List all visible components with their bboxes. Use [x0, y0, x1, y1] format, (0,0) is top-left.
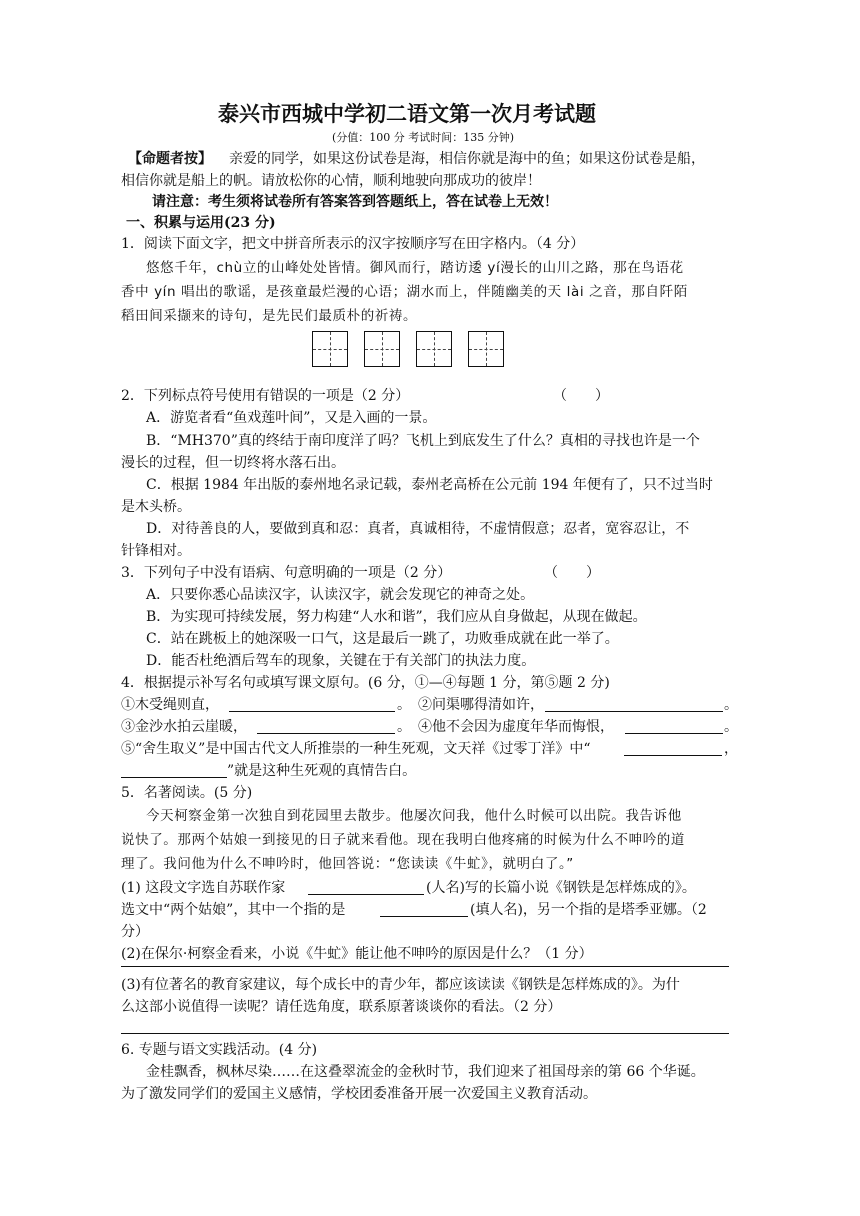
q3-option-d: D．能否杜绝酒后驾车的现象，关键在于有关部门的执法力度。	[146, 653, 536, 669]
q2-option-b-2: 漫长的过程，但一切终将水落石出。	[121, 455, 345, 471]
q2-stem: 2．下列标点符号使用有错误的一项是（2 分）	[121, 388, 410, 404]
exam-subtitle: (分值：100 分 考试时间：135 分钟)	[332, 131, 515, 144]
q5-sub1-c: 选文中“两个姑娘”，其中一个指的是	[121, 902, 346, 918]
blank-line[interactable]	[257, 733, 395, 734]
q4-item-5a: ⑤“舍生取义”是中国古代文人所推崇的一种生死观，文天祥《过零丁洋》中“	[121, 741, 591, 757]
q5-stem: 5．名著阅读。(5 分)	[121, 785, 253, 801]
blank-line[interactable]	[624, 755, 722, 756]
q6-passage-1: 金桂飘香，枫林尽染……在这叠翠流金的金秋时节，我们迎来了祖国母亲的第 66 个华诞。	[146, 1064, 705, 1080]
q3-stem: 3．下列句子中没有语病、句意明确的一项是（2 分）	[121, 565, 452, 581]
q2-option-a: A．游览者看“鱼戏莲叶间”，又是入画的一景。	[146, 410, 437, 426]
q4-period: 。	[397, 697, 411, 713]
intro-tag: 【命题者按】	[128, 151, 212, 167]
q5-sub2: (2)在保尔·柯察金看来，小说《牛虻》能让他不呻吟的原因是什么？（1 分）	[121, 946, 593, 962]
q3-option-a: A．只要你悉心品读汉字，认读汉字，就会发现它的神奇之处。	[146, 587, 535, 603]
tianzige-box[interactable]	[416, 331, 452, 367]
blank-line[interactable]	[380, 916, 468, 917]
q2-option-b-1: B．“MH370”真的终结于南印度洋了吗？飞机上到底发生了什么？真相的寻找也许是一个	[146, 433, 700, 449]
q5-passage-3: 理了。我问他为什么不呻吟时，他回答说：“您读读《牛虻》，就明白了。”	[121, 856, 574, 872]
q6-passage-2: 为了激发同学们的爱国主义感情，学校团委准备开展一次爱国主义教育活动。	[121, 1086, 597, 1102]
q1-passage-3: 稻田间采撷来的诗句，是先民们最质朴的祈祷。	[121, 308, 418, 324]
q5-passage-2: 说快了。那两个姑娘一到接见的日子就来看他。现在我明白他疼痛的时候为什么不呻吟的道	[121, 832, 685, 848]
q1-stem: 1．阅读下面文字，把文中拼音所表示的汉字按顺序写在田字格内。（4 分）	[121, 236, 585, 252]
q5-sub1-b: (人名)写的长篇小说《钢铁是怎样炼成的》。	[426, 880, 696, 896]
q4-period: 。	[724, 719, 738, 735]
q1-passage-1: 悠悠千年，chù立的山峰处处皆情。御风而行，踏访逶 yí漫长的山川之路，那在鸟语花	[146, 260, 684, 276]
q4-period: 。	[724, 697, 738, 713]
answer-bracket: （ ）	[544, 565, 600, 581]
q2-option-c-2: 是木头桥。	[121, 499, 191, 515]
q4-item-1: ①木受绳则直，	[121, 697, 219, 713]
q3-option-b: B．为实现可持续发展，努力构建“人水和谐”，我们应从自身做起，从现在做起。	[146, 609, 647, 625]
q4-item-2: ②问渠哪得清如许，	[418, 697, 544, 713]
q4-comma: ，	[724, 741, 738, 757]
q2-option-d-1: D．对待善良的人，要做到真和忍：真者，真诚相待，不虚情假意；忍者，宽容忍让，不	[146, 521, 690, 537]
tianzige-box[interactable]	[468, 331, 504, 367]
blank-line[interactable]	[121, 777, 227, 778]
q4-period: 。	[397, 719, 411, 735]
q4-item-3: ③金沙水拍云崖暖，	[121, 719, 247, 735]
tianzige-box[interactable]	[312, 331, 348, 367]
blank-line[interactable]	[625, 733, 723, 734]
q4-item-5b: ”就是这种生死观的真情告白。	[227, 763, 417, 779]
notice: 请注意：考生须将试卷所有答案答到答题纸上，答在试卷上无效！	[152, 194, 558, 210]
q2-option-d-2: 针锋相对。	[121, 543, 191, 559]
q4-stem: 4．根据提示补写名句或填写课文原句。(6 分，①—④每题 1 分，第⑤题 2 分)	[121, 675, 610, 691]
intro-line-2: 相信你就是船上的帆。请放松你的心情，顺利地驶向那成功的彼岸！	[121, 173, 541, 189]
q5-passage-1: 今天柯察金第一次独自到花园里去散步。他屡次问我，他什么时候可以出院。我告诉他	[146, 808, 682, 824]
q2-option-c-1: C．根据 1984 年出版的泰州地名录记载，泰州老高桥在公元前 194 年便有了，只不过当时	[146, 477, 713, 493]
blank-line[interactable]	[229, 711, 395, 712]
q6-stem: 6. 专题与语文实践活动。(4 分)	[121, 1042, 318, 1058]
tianzige-box[interactable]	[364, 331, 400, 367]
q5-sub1-d: (填人名)，另一个指的是塔季亚娜。（2	[470, 902, 707, 918]
q4-item-4: ④他不会因为虚度年华而悔恨，	[418, 719, 614, 735]
q1-passage-2: 香中 yín 唱出的歌谣，是孩童最烂漫的心语；湖水而上，伴随幽美的天 lài 之音，那自阡陌	[121, 284, 688, 300]
blank-line[interactable]	[545, 711, 723, 712]
section-heading: 一、积累与运用(23 分)	[126, 215, 276, 231]
blank-line[interactable]	[308, 894, 424, 895]
q3-option-c: C．站在跳板上的她深吸一口气，这是最后一跳了，功败垂成就在此一举了。	[146, 631, 619, 647]
q5-sub3-b: 么这部小说值得一读呢？请任选角度，联系原著谈谈你的看法。（2 分）	[121, 999, 562, 1015]
answer-line[interactable]	[121, 966, 729, 967]
q5-sub3-a: (3)有位著名的教育家建议，每个成长中的青少年，都应该读读《钢铁是怎样炼成的》。为什	[121, 977, 680, 993]
intro-line-1: 亲爱的同学，如果这份试卷是海，相信你就是海中的鱼；如果这份试卷是船，	[229, 151, 705, 167]
page-title: 泰兴市西城中学初二语文第一次月考试题	[218, 101, 596, 126]
answer-line[interactable]	[121, 1033, 729, 1034]
q5-sub1-a: (1) 这段文字选自苏联作家	[121, 880, 286, 896]
answer-bracket: （ ）	[553, 388, 609, 404]
q5-sub1-e: 分）	[121, 924, 149, 940]
